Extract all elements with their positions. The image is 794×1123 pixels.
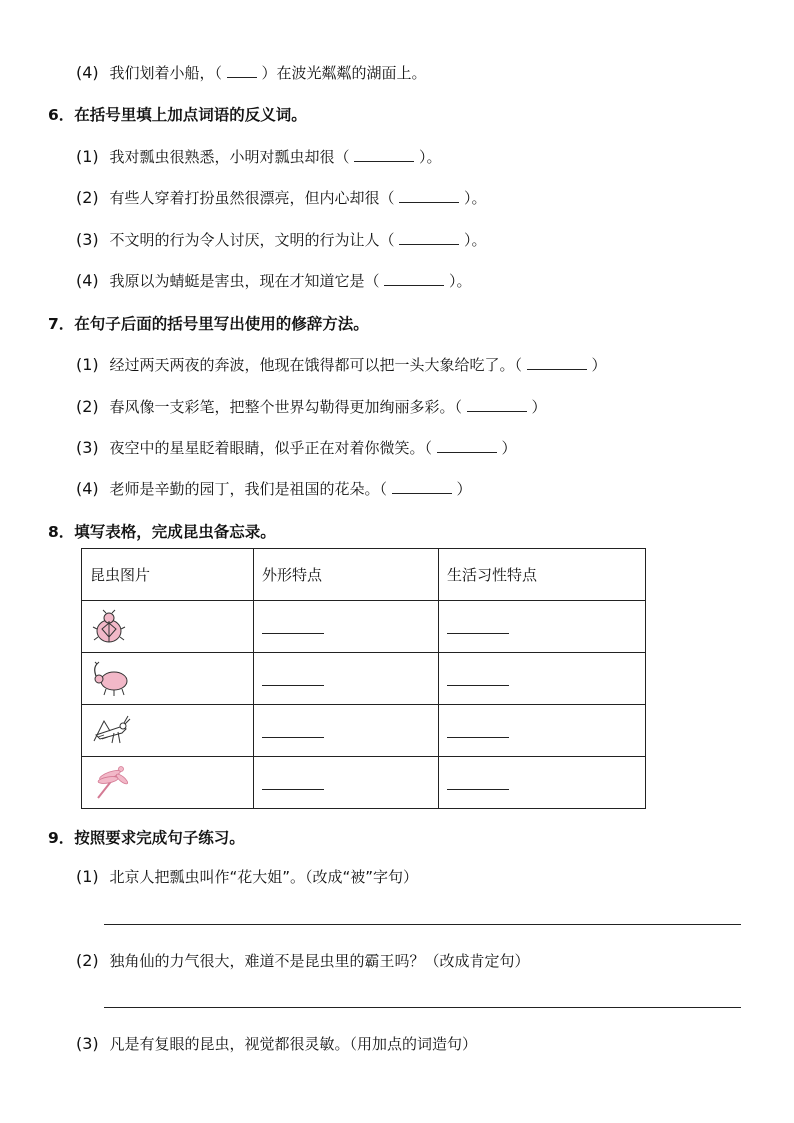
column-header-picture: 昆虫图片 xyxy=(82,549,254,601)
question-6-item-4 xyxy=(76,270,472,291)
table-row xyxy=(82,757,646,809)
table-row xyxy=(82,705,646,757)
item-text-before: 我对瓢虫很熟悉，小明对瓢虫却很（ xyxy=(109,148,355,166)
item-text-after: ）。 xyxy=(414,148,442,166)
appearance-answer-cell[interactable] xyxy=(254,757,439,809)
item-number: (4) xyxy=(76,271,99,290)
answer-blank[interactable] xyxy=(227,63,257,78)
item-text-after: ）。 xyxy=(444,272,472,290)
answer-blank[interactable] xyxy=(354,147,414,162)
insect-memo-table xyxy=(81,548,646,809)
beetle-icon xyxy=(90,661,132,697)
question-9-item-2 xyxy=(76,950,529,971)
item-number: (1) xyxy=(76,355,99,374)
question-7-item-1 xyxy=(76,354,607,375)
item-number: (2) xyxy=(76,188,99,207)
appearance-answer-cell[interactable] xyxy=(254,601,439,653)
item-text-after: ）在波光粼粼的湖面上。 xyxy=(256,64,427,82)
insect-picture-cell xyxy=(82,705,254,757)
habits-answer-cell[interactable] xyxy=(439,757,646,809)
insect-picture-cell xyxy=(82,601,254,653)
answer-line[interactable] xyxy=(104,924,741,925)
item-number: (1) xyxy=(76,867,99,886)
answer-blank[interactable] xyxy=(527,355,587,370)
item-text-after: ）。 xyxy=(459,189,487,207)
item-text: 北京人把瓢虫叫作“花大姐”。（改成“被”字句） xyxy=(109,868,419,886)
question-6-item-2 xyxy=(76,187,487,208)
question-7-item-3 xyxy=(76,437,517,458)
question-8-heading: 8．填写表格，完成昆虫备忘录。 xyxy=(48,523,276,541)
appearance-answer-cell[interactable] xyxy=(254,653,439,705)
column-header-appearance: 外形特点 xyxy=(254,549,439,601)
item-text-after: ）。 xyxy=(459,231,487,249)
answer-blank[interactable] xyxy=(447,737,509,738)
item-number: (1) xyxy=(76,147,99,166)
column-header-habits: 生活习性特点 xyxy=(439,549,646,601)
answer-blank[interactable] xyxy=(399,188,459,203)
answer-blank[interactable] xyxy=(262,633,324,634)
item-text-before: 经过两天两夜的奔波，他现在饿得都可以把一头大象给吃了。（ xyxy=(109,356,527,374)
item-text-after: ） xyxy=(586,356,607,374)
table-header-row xyxy=(82,549,646,601)
question-9-item-3 xyxy=(76,1033,477,1054)
item-number: (4) xyxy=(76,479,99,498)
item-text: 凡是有复眼的昆虫，视觉都很灵敏。（用加点的词造句） xyxy=(109,1035,477,1053)
question-7-heading: 7．在句子后面的括号里写出使用的修辞方法。 xyxy=(48,315,369,333)
question-7-item-4 xyxy=(76,478,472,499)
answer-blank[interactable] xyxy=(392,479,452,494)
answer-blank[interactable] xyxy=(467,397,527,412)
item-text: 独角仙的力气很大，难道不是昆虫里的霸王吗？（改成肯定句） xyxy=(109,952,530,970)
question-7-item-2 xyxy=(76,396,547,417)
item-text-before: 老师是辛勤的园丁，我们是祖国的花朵。（ xyxy=(109,480,392,498)
item-text-before: 夜空中的星星眨着眼睛，似乎正在对着你微笑。（ xyxy=(109,439,437,457)
item-number: (3) xyxy=(76,1034,99,1053)
dragonfly-icon xyxy=(90,765,130,801)
item-text-before: 我们划着小船，（ xyxy=(109,64,227,82)
item-text-before: 我原以为蜻蜓是害虫，现在才知道它是（ xyxy=(109,272,385,290)
question-5-item-4 xyxy=(76,62,427,83)
habits-answer-cell[interactable] xyxy=(439,705,646,757)
item-text-before: 不文明的行为令人讨厌，文明的行为让人（ xyxy=(109,231,400,249)
appearance-answer-cell[interactable] xyxy=(254,705,439,757)
answer-line[interactable] xyxy=(104,1007,741,1008)
answer-blank[interactable] xyxy=(384,271,444,286)
answer-blank[interactable] xyxy=(262,737,324,738)
answer-blank[interactable] xyxy=(262,685,324,686)
answer-blank[interactable] xyxy=(447,789,509,790)
table-row xyxy=(82,601,646,653)
insect-picture-cell xyxy=(82,653,254,705)
answer-blank[interactable] xyxy=(437,438,497,453)
question-9-item-1 xyxy=(76,866,418,887)
habits-answer-cell[interactable] xyxy=(439,653,646,705)
item-number: (4) xyxy=(76,63,99,82)
answer-blank[interactable] xyxy=(399,230,459,245)
question-9-heading: 9．按照要求完成句子练习。 xyxy=(48,829,245,847)
item-number: (3) xyxy=(76,230,99,249)
item-number: (2) xyxy=(76,397,99,416)
item-number: (3) xyxy=(76,438,99,457)
insect-picture-cell xyxy=(82,757,254,809)
question-6-item-1 xyxy=(76,146,442,167)
item-number: (2) xyxy=(76,951,99,970)
question-6-heading: 6．在括号里填上加点词语的反义词。 xyxy=(48,106,307,124)
item-text-after: ） xyxy=(526,398,547,416)
item-text-after: ） xyxy=(496,439,517,457)
answer-blank[interactable] xyxy=(447,633,509,634)
grasshopper-icon xyxy=(90,713,132,749)
answer-blank[interactable] xyxy=(262,789,324,790)
question-6-item-3 xyxy=(76,229,487,250)
habits-answer-cell[interactable] xyxy=(439,601,646,653)
ladybug-icon xyxy=(90,609,128,647)
item-text-after: ） xyxy=(451,480,472,498)
item-text-before: 春风像一支彩笔，把整个世界勾勒得更加绚丽多彩。（ xyxy=(109,398,467,416)
item-text-before: 有些人穿着打扮虽然很漂亮，但内心却很（ xyxy=(109,189,400,207)
answer-blank[interactable] xyxy=(447,685,509,686)
table-row xyxy=(82,653,646,705)
